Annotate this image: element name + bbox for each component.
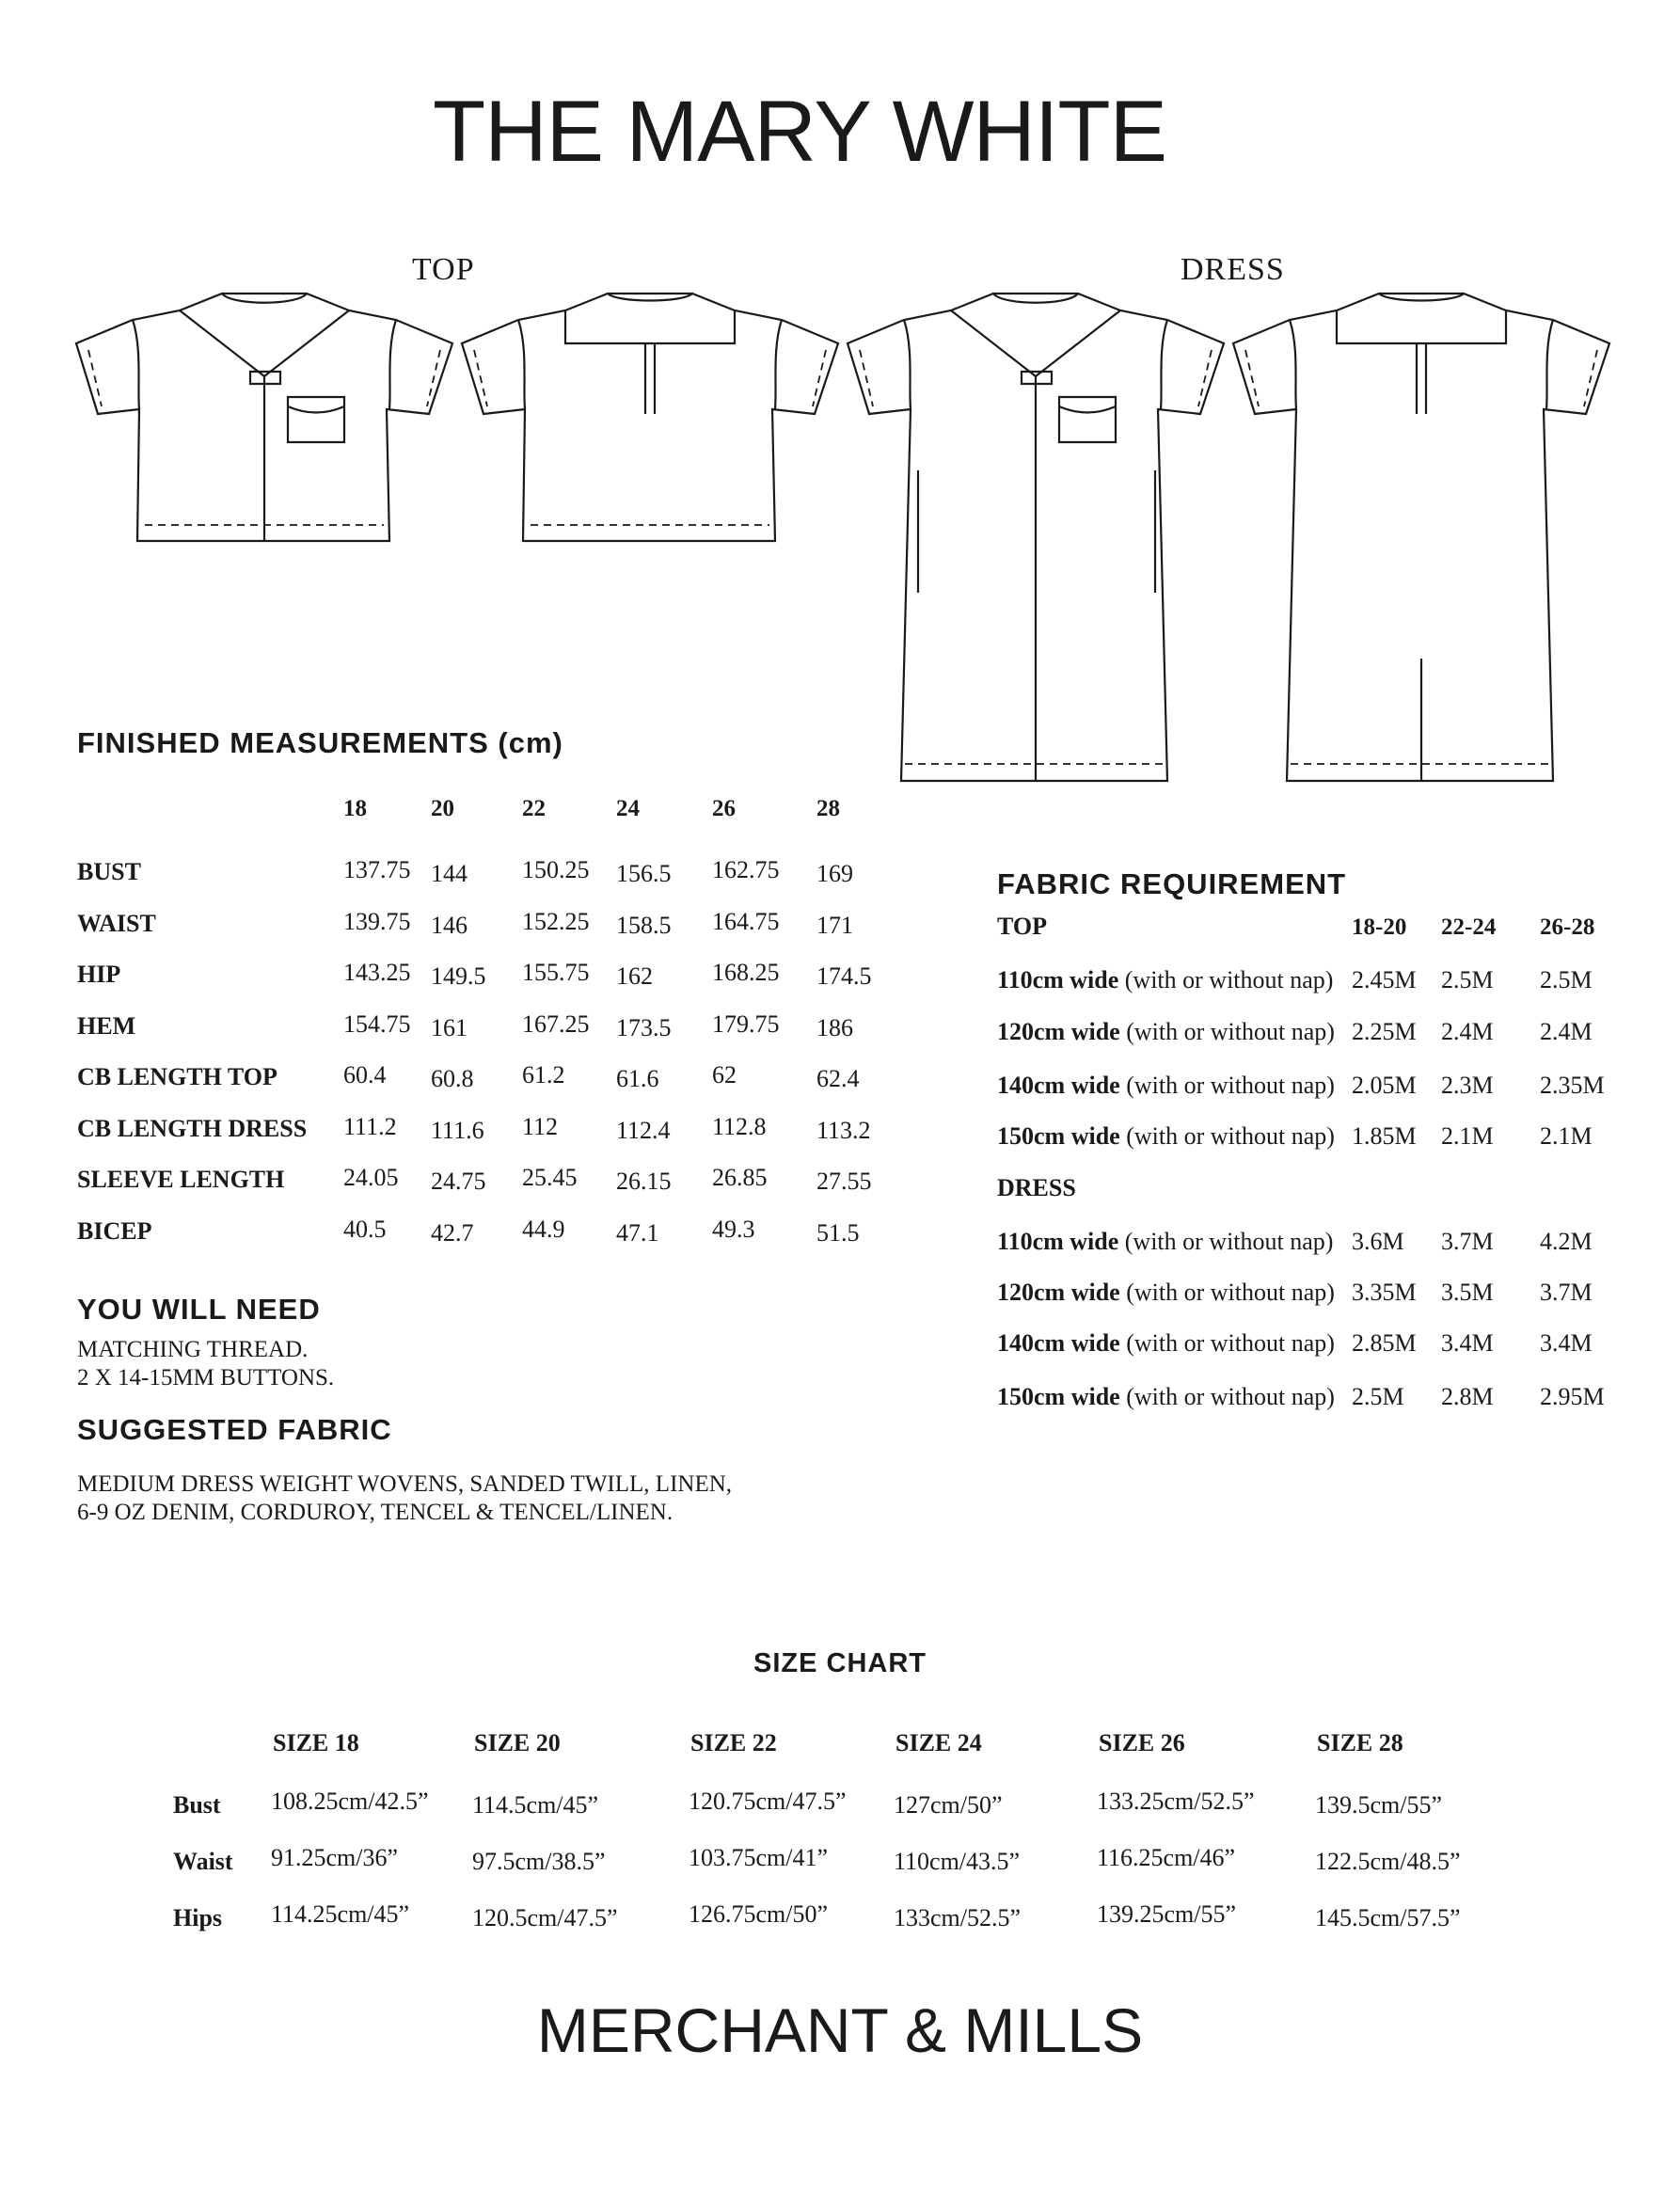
- fabric-cell: 2.95M: [1540, 1383, 1605, 1410]
- fabric-cell: 2.5M: [1540, 966, 1593, 993]
- fabric-cell: 2.85M: [1352, 1329, 1417, 1357]
- fabric-nap: (with or without nap): [1126, 1329, 1335, 1357]
- finished-row-label: WAIST: [77, 909, 156, 937]
- fabric-width: 120cm wide: [997, 1279, 1120, 1306]
- fabric-width: 110cm wide: [997, 966, 1119, 993]
- finished-cell: 25.45: [522, 1164, 578, 1191]
- finished-size-header: 28: [816, 796, 840, 821]
- fabric-cell: 2.45M: [1352, 966, 1417, 993]
- fabric-row-label: [997, 1018, 1335, 1046]
- top-back-illustration: [457, 282, 843, 546]
- fabric-nap: (with or without nap): [1126, 1122, 1335, 1150]
- size-chart-cell: 97.5cm/38.5”: [472, 1848, 606, 1875]
- finished-cell: 161: [431, 1013, 468, 1041]
- finished-row-label: CB LENGTH TOP: [77, 1063, 277, 1090]
- fabric-line: MEDIUM DRESS WEIGHT WOVENS, SANDED TWILL, LINEN,: [77, 1471, 733, 1497]
- fabric-cell: 2.05M: [1352, 1072, 1417, 1099]
- size-chart-size-header: SIZE 22: [690, 1729, 777, 1756]
- size-chart-cell: 120.5cm/47.5”: [472, 1904, 618, 1931]
- finished-cell: 169: [816, 860, 853, 887]
- size-chart-cell: 120.75cm/47.5”: [689, 1788, 847, 1815]
- size-chart-row-label: Bust: [173, 1791, 221, 1819]
- finished-cell: 112.8: [712, 1112, 767, 1140]
- size-chart-row-label: Hips: [173, 1904, 223, 1931]
- fabric-row-label: [997, 1383, 1335, 1411]
- fabric-row-label: [997, 1329, 1335, 1358]
- fabric-size-group-header: 22-24: [1441, 914, 1497, 940]
- fabric-cell: 2.1M: [1441, 1122, 1494, 1150]
- size-chart-cell: 133.25cm/52.5”: [1097, 1788, 1255, 1815]
- finished-cell: 27.55: [816, 1168, 872, 1195]
- finished-cell: 155.75: [522, 959, 590, 986]
- size-chart-size-header: SIZE 18: [273, 1729, 359, 1756]
- size-chart-cell: 116.25cm/46”: [1097, 1844, 1236, 1871]
- finished-cell: 152.25: [522, 907, 590, 935]
- brand-footer: MERCHANT & MILLS: [536, 1995, 1144, 2065]
- size-chart-cell: 133cm/52.5”: [894, 1904, 1022, 1931]
- finished-cell: 51.5: [816, 1218, 860, 1247]
- fabric-cell: 3.6M: [1352, 1228, 1404, 1255]
- fabric-nap: (with or without nap): [1126, 1072, 1335, 1099]
- finished-size-header: 20: [431, 796, 454, 821]
- size-chart-cell: 114.5cm/45”: [472, 1791, 599, 1819]
- finished-size-header: 26: [712, 796, 736, 821]
- finished-row-label: HIP: [77, 961, 121, 988]
- page-title: THE MARY WHITE: [433, 84, 1166, 180]
- finished-cell: 144: [431, 860, 468, 887]
- finished-cell: 146: [431, 911, 468, 939]
- fabric-nap: (with or without nap): [1124, 966, 1334, 993]
- finished-cell: 112: [522, 1112, 559, 1140]
- size-chart-size-header: SIZE 20: [474, 1729, 561, 1756]
- finished-cell: 168.25: [712, 959, 780, 986]
- finished-cell: 174.5: [816, 962, 872, 990]
- fabric-width: 140cm wide: [997, 1329, 1120, 1357]
- finished-cell: 24.75: [431, 1168, 486, 1195]
- finished-cell: 61.6: [616, 1065, 659, 1092]
- finished-cell: 44.9: [522, 1215, 565, 1243]
- you-will-need-text: [77, 1336, 334, 1392]
- finished-cell: 112.4: [616, 1116, 671, 1144]
- finished-cell: 26.15: [616, 1168, 672, 1195]
- finished-cell: 173.5: [616, 1013, 672, 1041]
- fabric-section-label: TOP: [997, 913, 1047, 940]
- finished-cell: 139.75: [343, 907, 411, 935]
- fabric-cell: 3.4M: [1540, 1329, 1593, 1357]
- fabric-cell: 2.25M: [1352, 1018, 1417, 1045]
- fabric-size-group-header: 26-28: [1540, 914, 1595, 940]
- fabric-row-label: [997, 1122, 1335, 1151]
- finished-cell: 40.5: [343, 1215, 387, 1243]
- size-chart-cell: 145.5cm/57.5”: [1315, 1904, 1461, 1931]
- fabric-cell: 3.35M: [1352, 1279, 1417, 1306]
- finished-row-label: BUST: [77, 858, 141, 885]
- finished-cell: 143.25: [343, 959, 411, 986]
- fabric-nap: (with or without nap): [1124, 1228, 1334, 1255]
- size-chart-heading: SIZE CHART: [753, 1648, 927, 1678]
- finished-cell: 150.25: [522, 856, 590, 883]
- finished-row-label: BICEP: [77, 1216, 152, 1245]
- fabric-nap: (with or without nap): [1126, 1383, 1335, 1410]
- size-chart-cell: 122.5cm/48.5”: [1315, 1848, 1461, 1875]
- suggested-fabric-text: [77, 1470, 732, 1527]
- fabric-cell: 2.35M: [1540, 1072, 1605, 1099]
- fabric-row-label: [997, 1279, 1335, 1307]
- finished-cell: 24.05: [343, 1164, 399, 1191]
- dress-back-illustration: [1228, 282, 1614, 790]
- finished-cell: 49.3: [712, 1215, 755, 1243]
- size-chart-cell: 127cm/50”: [894, 1791, 1003, 1819]
- fabric-width: 150cm wide: [997, 1383, 1120, 1410]
- fabric-cell: 2.3M: [1441, 1072, 1494, 1099]
- top-front-illustration: [71, 282, 457, 546]
- fabric-cell: 2.4M: [1441, 1018, 1494, 1045]
- finished-size-header: 18: [343, 796, 367, 821]
- fabric-cell: 2.4M: [1540, 1018, 1593, 1045]
- fabric-cell: 3.7M: [1441, 1228, 1494, 1255]
- finished-cell: 162: [616, 962, 653, 990]
- suggested-fabric-heading: SUGGESTED FABRIC: [77, 1413, 392, 1446]
- size-chart-row-label: Waist: [173, 1848, 233, 1875]
- fabric-width: 120cm wide: [997, 1018, 1120, 1045]
- fabric-section-label: DRESS: [997, 1174, 1076, 1201]
- fabric-size-group-header: 18-20: [1352, 914, 1407, 940]
- fabric-nap: (with or without nap): [1126, 1279, 1335, 1306]
- finished-cell: 111.6: [431, 1116, 484, 1144]
- finished-cell: 154.75: [343, 1009, 411, 1038]
- size-chart-cell: 103.75cm/41”: [689, 1844, 829, 1871]
- finished-cell: 60.4: [343, 1061, 387, 1089]
- finished-size-header: 24: [616, 796, 640, 821]
- fabric-nap: (with or without nap): [1126, 1018, 1335, 1045]
- need-line: 2 X 14-15MM BUTTONS.: [77, 1365, 335, 1391]
- finished-cell: 156.5: [616, 860, 672, 887]
- dress-front-illustration: [843, 282, 1228, 790]
- size-chart-cell: 139.5cm/55”: [1315, 1791, 1443, 1819]
- need-line: MATCHING THREAD.: [77, 1337, 309, 1362]
- size-chart-size-header: SIZE 24: [895, 1729, 982, 1756]
- fabric-width: 150cm wide: [997, 1122, 1120, 1150]
- finished-row-label: CB LENGTH DRESS: [77, 1114, 308, 1142]
- finished-cell: 164.75: [712, 907, 780, 935]
- size-chart-cell: 91.25cm/36”: [271, 1844, 399, 1871]
- fabric-cell: 2.1M: [1540, 1122, 1593, 1150]
- size-chart-cell: 139.25cm/55”: [1097, 1900, 1237, 1928]
- finished-cell: 162.75: [712, 856, 780, 883]
- fabric-cell: 2.8M: [1441, 1383, 1494, 1410]
- finished-cell: 167.25: [522, 1009, 590, 1038]
- size-chart-size-header: SIZE 28: [1317, 1729, 1403, 1756]
- finished-cell: 62.4: [816, 1065, 860, 1092]
- finished-cell: 171: [816, 911, 853, 939]
- finished-size-header: 22: [522, 796, 546, 821]
- fabric-requirement-heading: FABRIC REQUIREMENT: [997, 867, 1347, 900]
- fabric-line: 6-9 OZ DENIM, CORDUROY, TENCEL & TENCEL/LINEN.: [77, 1500, 674, 1525]
- you-will-need-heading: YOU WILL NEED: [77, 1293, 321, 1326]
- fabric-width: 140cm wide: [997, 1072, 1120, 1099]
- fabric-cell: 2.5M: [1352, 1383, 1404, 1410]
- finished-row-label: SLEEVE LENGTH: [77, 1166, 285, 1193]
- finished-cell: 158.5: [616, 911, 672, 939]
- fabric-cell: 3.5M: [1441, 1279, 1494, 1306]
- finished-cell: 60.8: [431, 1065, 474, 1092]
- finished-cell: 186: [816, 1013, 853, 1041]
- top-view-label: TOP: [412, 252, 475, 287]
- fabric-row-label: [997, 1228, 1333, 1256]
- size-chart-cell: 108.25cm/42.5”: [271, 1788, 429, 1815]
- fabric-width: 110cm wide: [997, 1228, 1119, 1255]
- size-chart-cell: 126.75cm/50”: [689, 1900, 829, 1928]
- finished-measurements-heading: FINISHED MEASUREMENTS (cm): [77, 726, 563, 759]
- fabric-row-label: [997, 966, 1333, 994]
- size-chart-size-header: SIZE 26: [1099, 1729, 1185, 1756]
- finished-cell: 26.85: [712, 1164, 768, 1191]
- finished-cell: 47.1: [616, 1218, 659, 1247]
- finished-cell: 111.2: [343, 1112, 397, 1140]
- finished-cell: 137.75: [343, 856, 411, 883]
- finished-cell: 61.2: [522, 1061, 565, 1089]
- finished-row-label: HEM: [77, 1011, 136, 1040]
- size-chart-cell: 114.25cm/45”: [271, 1900, 410, 1928]
- fabric-row-label: [997, 1072, 1335, 1100]
- finished-cell: 179.75: [712, 1009, 780, 1038]
- finished-cell: 62: [712, 1061, 737, 1089]
- fabric-cell: 2.5M: [1441, 966, 1494, 993]
- fabric-cell: 3.7M: [1540, 1279, 1593, 1306]
- finished-cell: 42.7: [431, 1218, 474, 1247]
- finished-cell: 113.2: [816, 1116, 871, 1144]
- fabric-cell: 4.2M: [1540, 1228, 1593, 1255]
- fabric-cell: 1.85M: [1352, 1122, 1417, 1150]
- fabric-cell: 3.4M: [1441, 1329, 1494, 1357]
- finished-cell: 149.5: [431, 962, 486, 990]
- dress-view-label: DRESS: [1181, 252, 1285, 287]
- size-chart-cell: 110cm/43.5”: [894, 1848, 1021, 1875]
